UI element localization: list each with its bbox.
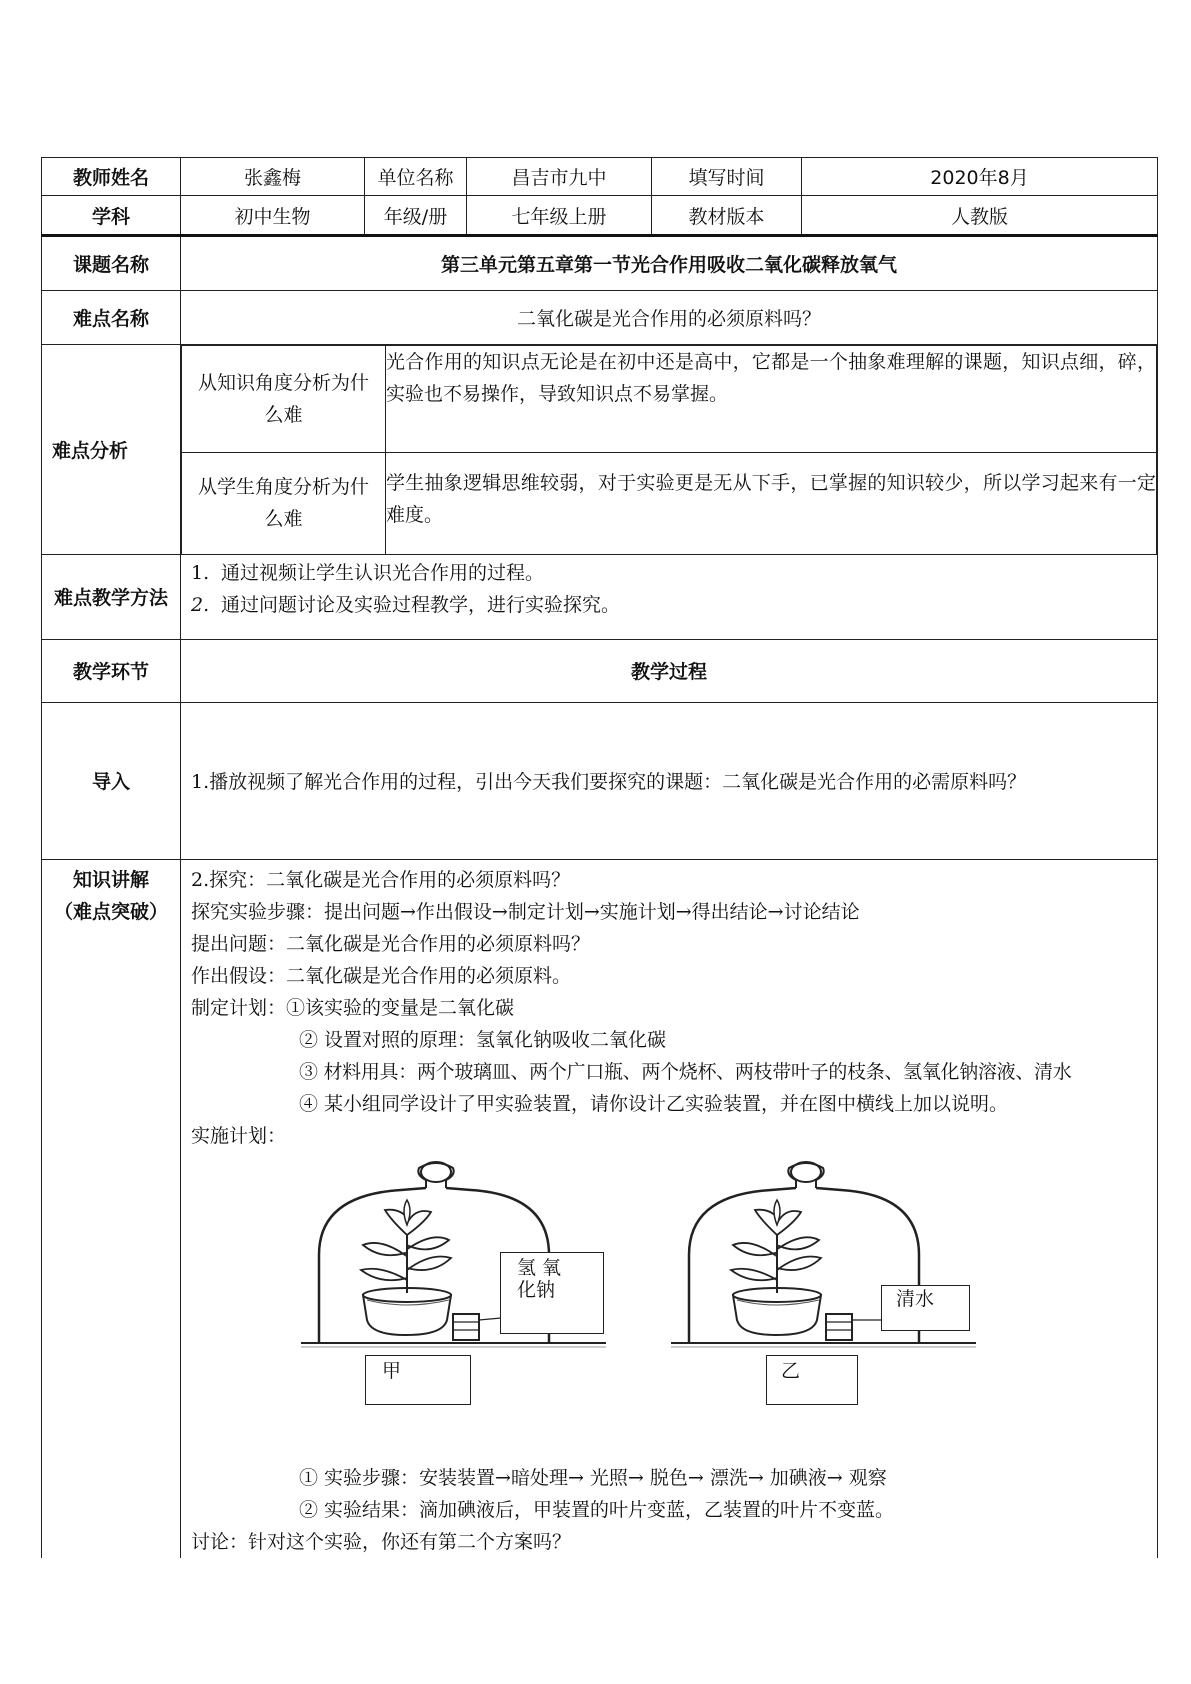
plan-item: ④ 某小组同学设计了甲实验装置，请你设计乙实验装置，并在图中横线上加以说明。	[299, 1092, 1009, 1115]
apparatus-label-b: 乙	[766, 1355, 858, 1405]
knowledge-angle-label: 从知识角度分析为什么难	[182, 346, 386, 453]
stage-label: 教学环节	[42, 639, 181, 702]
topic-label: 课题名称	[42, 236, 181, 291]
knowledge-line: 作出假设：二氧化碳是光合作用的必须原料。	[191, 964, 572, 987]
student-angle-text: 学生抽象逻辑思维较弱，对于实验更是无从下手，已掌握的知识较少，所以学习起来有一定难度。	[386, 453, 1157, 554]
plan-item: ①该实验的变量是二氧化碳	[286, 996, 515, 1019]
edition-value: 人教版	[802, 196, 1158, 236]
apparatus-label-a: 甲	[365, 1355, 471, 1405]
result-item: ② 实验结果：滴加碘液后，甲装置的叶片变蓝，乙装置的叶片不变蓝。	[299, 1498, 895, 1521]
teacher-name: 张鑫梅	[181, 158, 365, 196]
intro-text: 1.播放视频了解光合作用的过程，引出今天我们要探究的课题：二氧化碳是光合作用的必需原料吗？	[181, 702, 1158, 859]
intro-label: 导入	[42, 702, 181, 859]
subject-label: 学科	[42, 196, 181, 236]
process-header-row	[42, 639, 1158, 702]
fill-time: 2020年8月	[802, 158, 1158, 196]
method-row	[42, 554, 1158, 639]
experiment-diagram	[191, 1152, 1157, 1462]
result-item: ① 实验步骤：安装装置→暗处理→ 光照→ 脱色→ 漂洗→ 加碘液→ 观察	[299, 1466, 887, 1489]
method-list	[181, 554, 1158, 639]
analysis-label: 难点分析	[42, 345, 181, 555]
topic-value: 第三单元第五章第一节光合作用吸收二氧化碳释放氧气	[181, 236, 1158, 291]
grade-value: 七年级上册	[467, 196, 652, 236]
header-row-1	[42, 158, 1158, 196]
knowledge-line: 2.探究：二氧化碳是光合作用的必须原料吗？	[191, 868, 571, 891]
difficulty-label: 难点名称	[42, 291, 181, 345]
discussion-line: 讨论：针对这个实验，你还有第二个方案吗？	[191, 1530, 572, 1553]
grade-label: 年级/册	[365, 196, 467, 236]
header-row-2	[42, 196, 1158, 236]
edition-label: 教材版本	[652, 196, 802, 236]
knowledge-line: 提出问题：二氧化碳是光合作用的必须原料吗？	[191, 932, 591, 955]
process-label: 教学过程	[181, 639, 1158, 702]
lesson-plan-table	[41, 157, 1158, 1558]
analysis-cell	[181, 345, 1158, 555]
difficulty-value: 二氧化碳是光合作用的必须原料吗？	[181, 291, 1158, 345]
knowledge-label-line2: （难点突破）	[53, 900, 168, 923]
knowledge-content	[181, 859, 1158, 1558]
analysis-row	[42, 345, 1158, 555]
analysis-knowledge-row	[182, 346, 1157, 453]
knowledge-angle-text: 光合作用的知识点无论是在初中还是高中，它都是一个抽象难理解的课题，知识点细，碎，实验也不易操作，导致知识点不易掌握。	[386, 346, 1157, 453]
knowledge-line: 探究实验步骤：提出问题→作出假设→制定计划→实施计划→得出结论→讨论结论	[191, 900, 860, 923]
solution-label-a: 氢 氧 化钠	[500, 1252, 604, 1334]
implement-label: 实施计划：	[191, 1124, 287, 1147]
analysis-inner-table	[181, 345, 1157, 554]
method-label: 难点教学方法	[42, 554, 181, 639]
knowledge-label-line1: 知识讲解	[72, 868, 149, 891]
plan-item: ② 设置对照的原理：氢氧化钠吸收二氧化碳	[299, 1028, 667, 1051]
knowledge-label	[42, 859, 181, 1558]
plan-line	[191, 992, 1157, 1024]
unit-name: 昌吉市九中	[467, 158, 652, 196]
topic-row	[42, 236, 1158, 291]
plan-item: ③ 材料用具：两个玻璃皿、两个广口瓶、两个烧杯、两枝带叶子的枝条、氢氧化钠溶液、清水	[299, 1060, 1072, 1083]
solution-label-b: 清水	[881, 1285, 970, 1331]
student-angle-label: 从学生角度分析为什么难	[182, 453, 386, 554]
teacher-label: 教师姓名	[42, 158, 181, 196]
unit-label: 单位名称	[365, 158, 467, 196]
method-item: 2. 通过问题讨论及实验过程教学，进行实验探究。	[191, 593, 621, 616]
subject-value: 初中生物	[181, 196, 365, 236]
intro-row	[42, 702, 1158, 859]
analysis-student-row	[182, 453, 1157, 554]
difficulty-row	[42, 291, 1158, 345]
method-item: 1. 通过视频让学生认识光合作用的过程。	[191, 561, 545, 584]
time-label: 填写时间	[652, 158, 802, 196]
knowledge-row	[42, 859, 1158, 1558]
plan-label: 制定计划：	[191, 996, 287, 1019]
